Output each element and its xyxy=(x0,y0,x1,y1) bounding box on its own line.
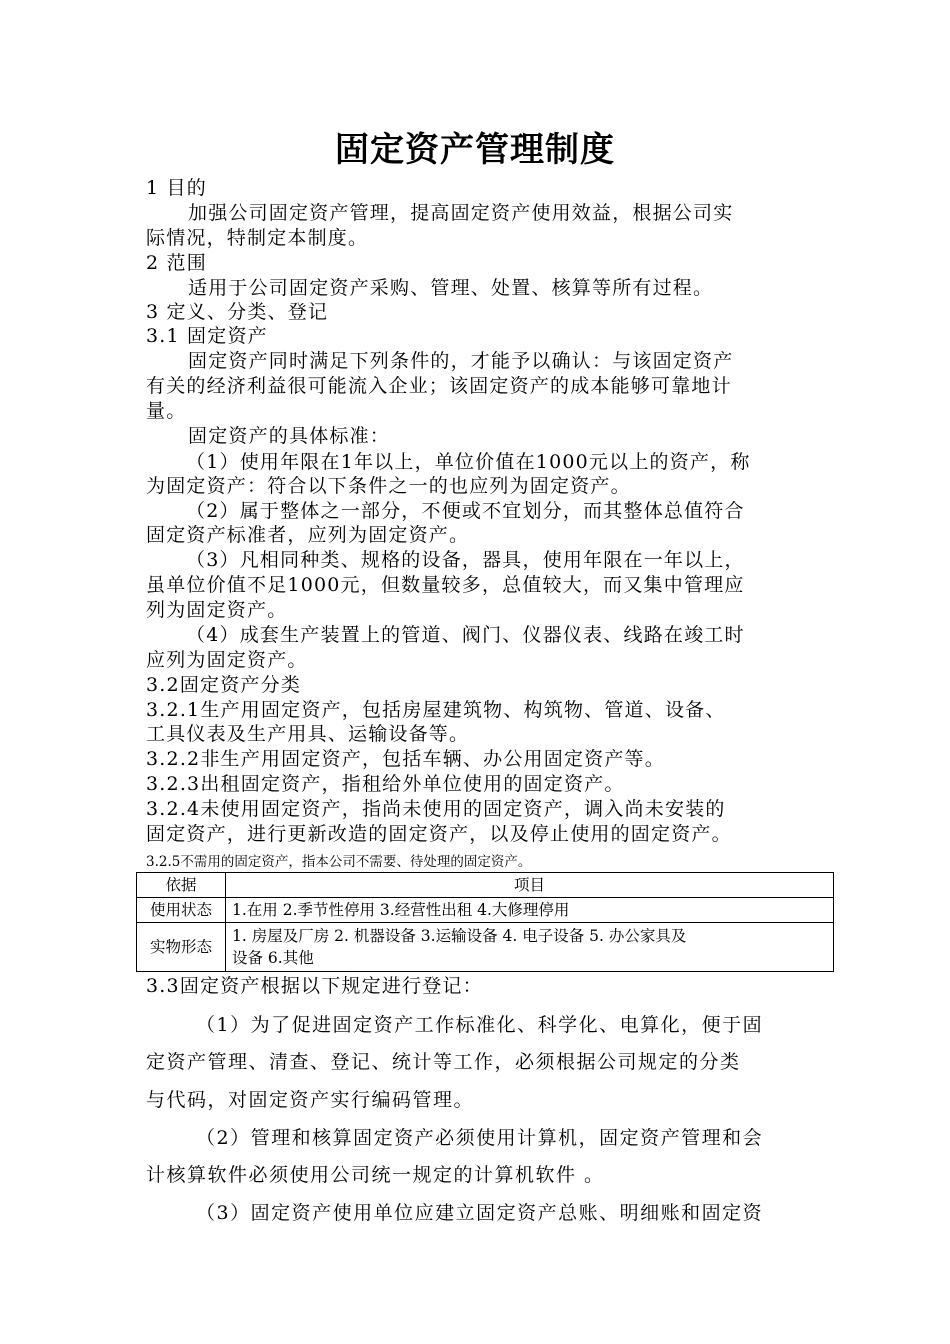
paragraph-line: 3.2.3出租固定资产，指租给外单位使用的固定资产。 xyxy=(146,773,625,795)
table-cell-items-line: 1. 房屋及厂房 2. 机器设备 3.运输设备 4. 电子设备 5. 办公家具及 xyxy=(232,927,687,945)
paragraph-line: 加强公司固定资产管理，提高固定资产使用效益，根据公司实 xyxy=(188,202,734,224)
table-cell-items: 1.在用 2.季节性停用 3.经营性出租 4.大修理停用 xyxy=(226,898,834,923)
table-header-row xyxy=(137,873,834,898)
paragraph-line: （3）凡相同种类、规格的设备，器具，使用年限在一年以上， xyxy=(186,549,745,571)
paragraph-line: （1）使用年限在1年以上，单位价值在1000元以上的资产，称 xyxy=(186,451,751,473)
paragraph-line: 定资产管理、清查、登记、统计等工作，必须根据公司规定的分类 xyxy=(146,1051,741,1073)
page-title: 固定资产管理制度 xyxy=(335,130,615,170)
paragraph-line: 与代码，对固定资产实行编码管理。 xyxy=(146,1089,475,1111)
paragraph-line: 3.2.1生产用固定资产，包括房屋建筑物、构筑物、管道、设备、 xyxy=(146,699,726,721)
paragraph-line: 虽单位价值不足1000元，但数量较多，总值较大，而又集中管理应 xyxy=(146,574,745,596)
paragraph-line: （4）成套生产装置上的管道、阀门、仪器仪表、线路在竣工时 xyxy=(186,624,745,646)
classification-table xyxy=(136,872,834,972)
paragraph-line: 应列为固定资产。 xyxy=(146,649,308,671)
paragraph-line: 固定资产，进行更新改造的固定资产，以及停止使用的固定资产。 xyxy=(146,823,732,845)
paragraph-line: 为固定资产：符合以下条件之一的也应列为固定资产。 xyxy=(146,475,631,497)
subsection-heading: 3.1 固定资产 xyxy=(146,325,268,347)
paragraph-line: 列为固定资产。 xyxy=(146,599,288,621)
table-header-cell: 依据 xyxy=(137,873,226,898)
paragraph-line: （2）属于整体之一部分，不便或不宜划分，而其整体总值符合 xyxy=(186,500,745,522)
paragraph-line: 工具仪表及生产用具、运输设备等。 xyxy=(146,723,470,745)
section-heading: 1 目的 xyxy=(146,177,207,199)
table-cell-basis: 实物形态 xyxy=(137,923,226,972)
table-header-cell: 项目 xyxy=(226,873,834,898)
paragraph-line: 3.2.2非生产用固定资产，包括车辆、办公用固定资产等。 xyxy=(146,748,665,770)
paragraph-line: 际情况，特制定本制度。 xyxy=(146,227,369,249)
paragraph-line: 3.2.5不需用的固定资产，指本公司不需要、待处理的固定资产。 xyxy=(146,854,532,870)
paragraph-line: 3.2.4未使用固定资产，指尚未使用的固定资产，调入尚未安装的 xyxy=(146,798,726,820)
paragraph-line: 适用于公司固定资产采购、管理、处置、核算等所有过程。 xyxy=(188,277,714,299)
paragraph-line: 固定资产的具体标准： xyxy=(188,425,391,447)
table-row xyxy=(137,923,834,972)
table-cell-basis: 使用状态 xyxy=(137,898,226,923)
section-heading: 3 定义、分类、登记 xyxy=(146,301,329,323)
paragraph-line: 固定资产同时满足下列条件的，才能予以确认：与该固定资产 xyxy=(188,350,734,372)
paragraph-line: 固定资产标准者，应列为固定资产。 xyxy=(146,524,470,546)
subsection-heading: 3.3固定资产根据以下规定进行登记： xyxy=(146,975,483,997)
paragraph-line: （3）固定资产使用单位应建立固定资产总账、明细账和固定资 xyxy=(196,1202,764,1224)
paragraph-line: 计核算软件必须使用公司统一规定的计算机软件 。 xyxy=(146,1164,605,1186)
paragraph-line: 有关的经济利益很可能流入企业；该固定资产的成本能够可靠地计 xyxy=(146,375,732,397)
paragraph-line: （2）管理和核算固定资产必须使用计算机，固定资产管理和会 xyxy=(196,1127,764,1149)
table-cell-items-line: 设备 6.其他 xyxy=(232,949,314,967)
paragraph-line: （1）为了促进固定资产工作标准化、科学化、电算化，便于固 xyxy=(196,1014,764,1036)
section-heading: 2 范围 xyxy=(146,252,207,274)
table-row xyxy=(137,898,834,923)
subsection-heading: 3.2固定资产分类 xyxy=(146,674,302,696)
paragraph-line: 量。 xyxy=(146,400,187,422)
table-cell-items xyxy=(226,923,834,972)
